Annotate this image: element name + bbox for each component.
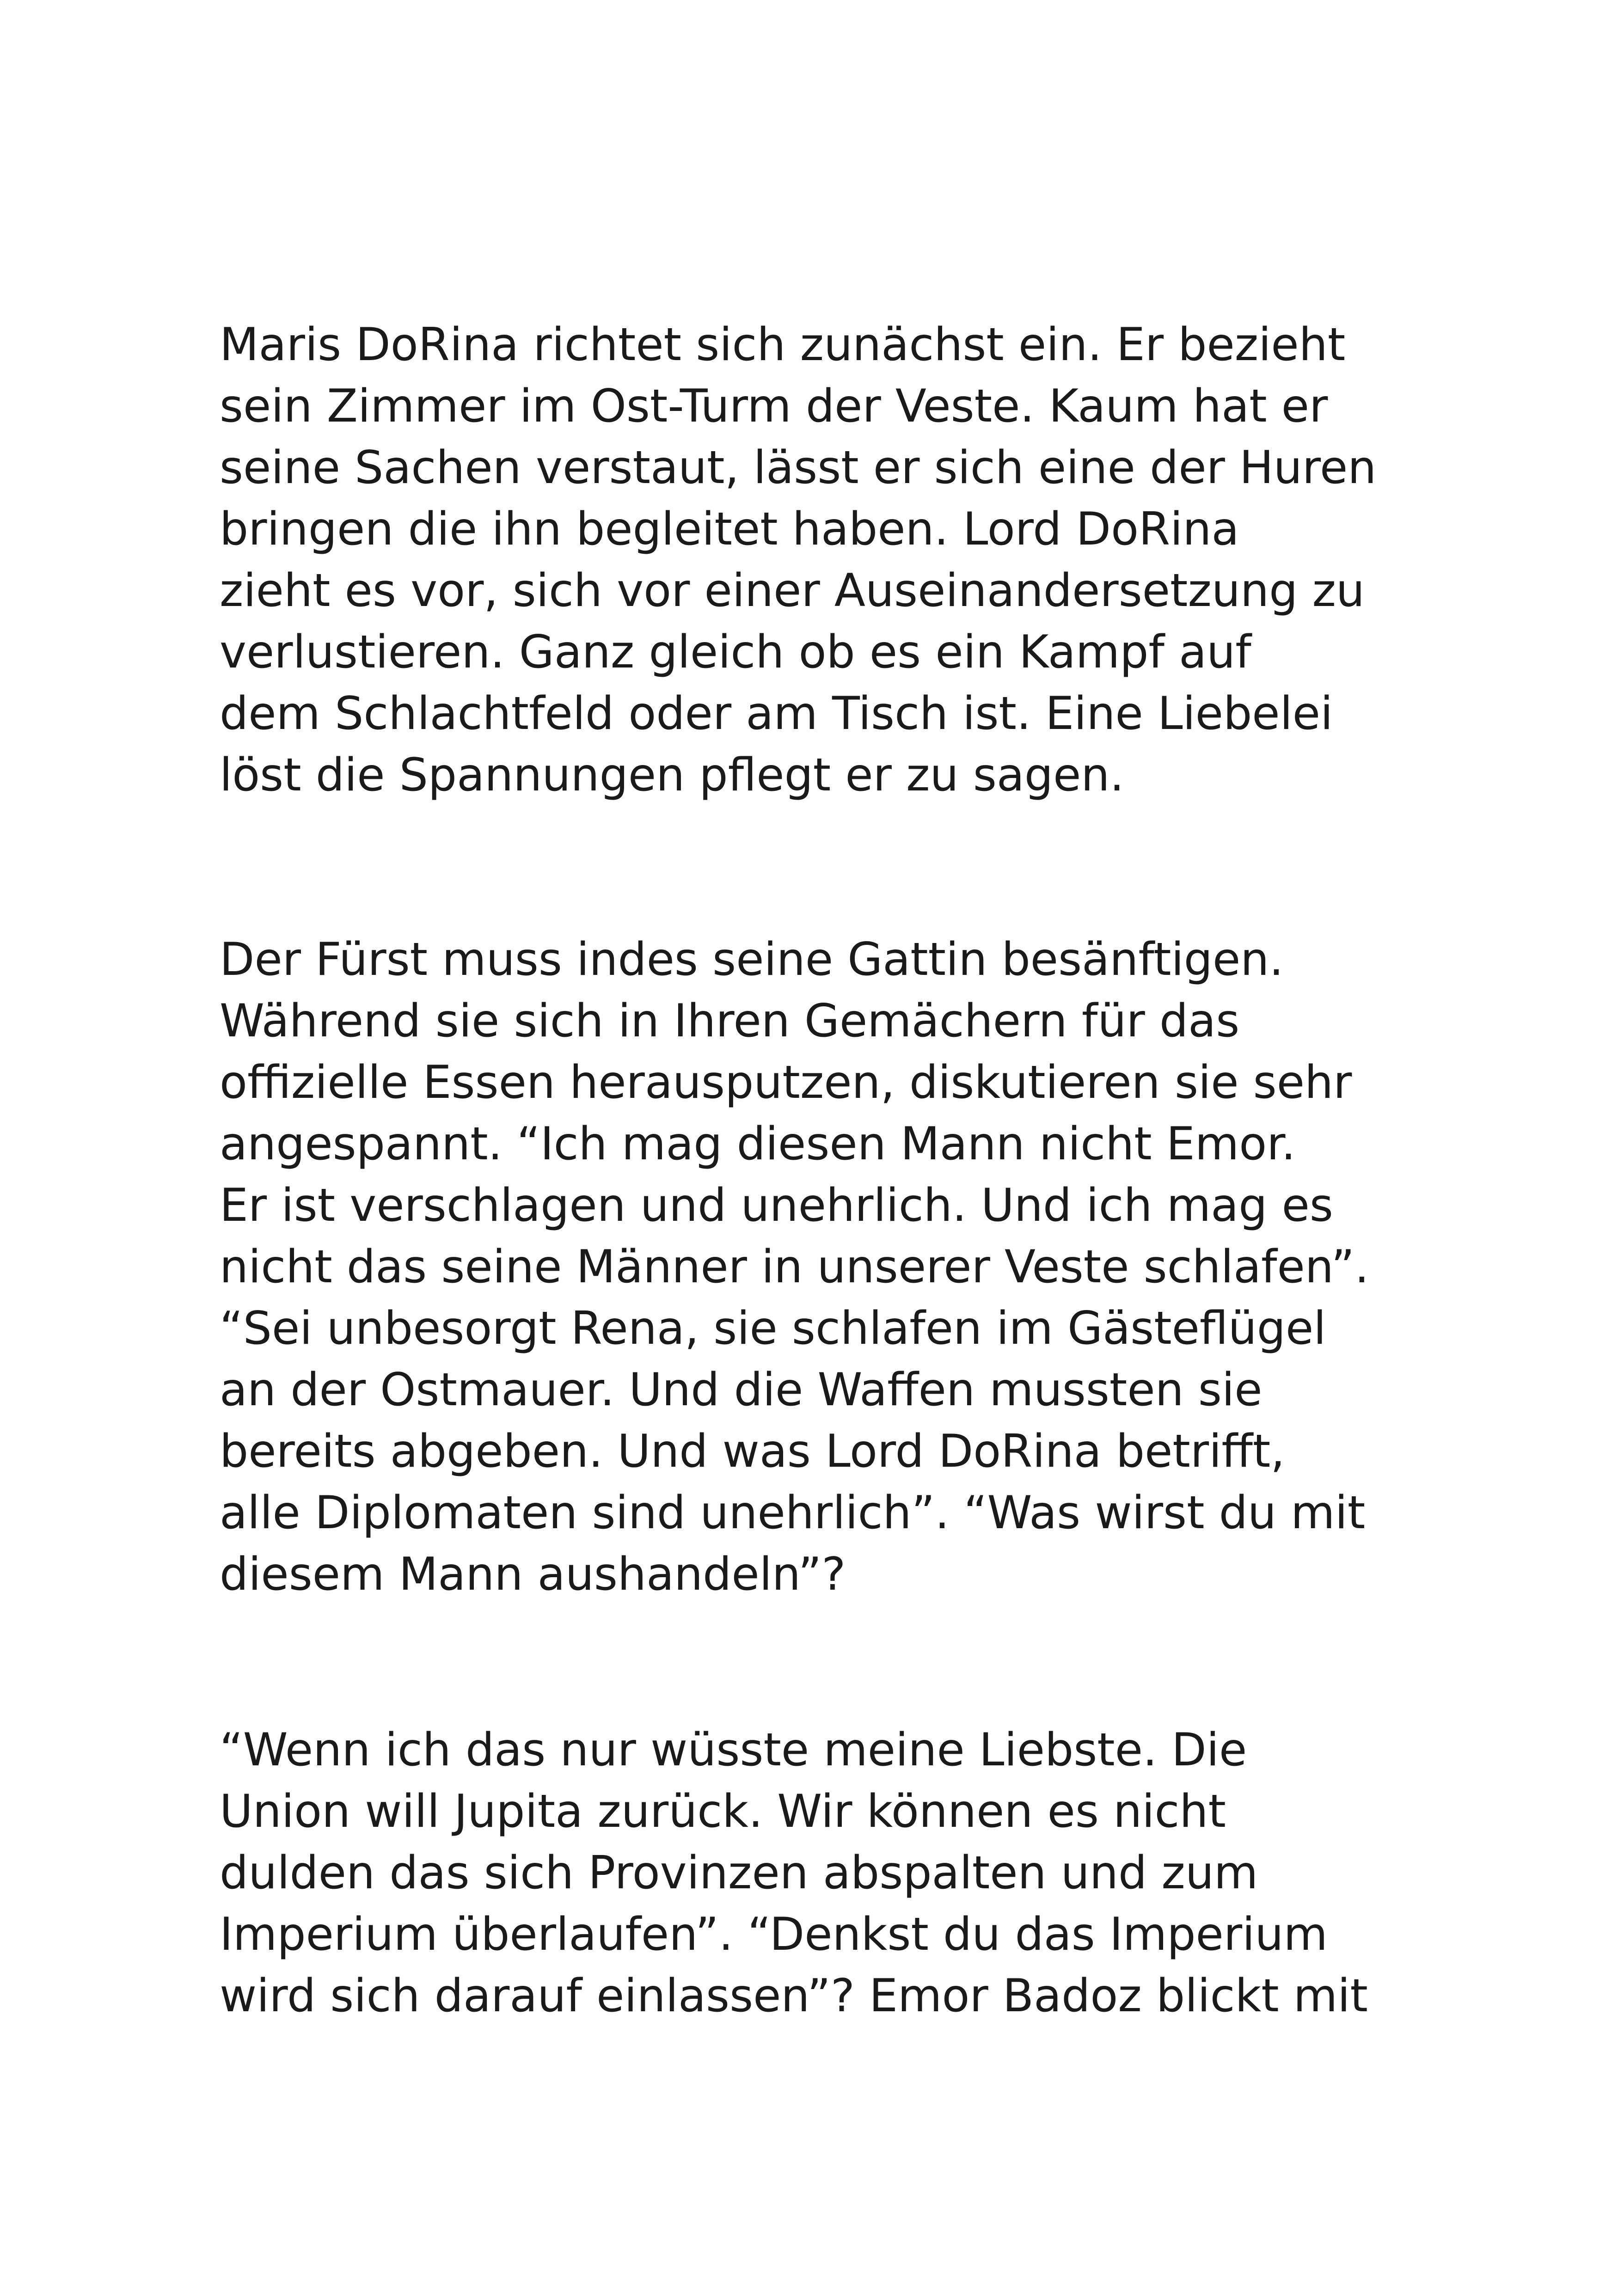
text-line: angespannt. “Ich mag diesen Mann nicht Emor.: [220, 1118, 1296, 1170]
text-line: Während sie sich in Ihren Gemächern für das: [220, 995, 1240, 1047]
text-line: offizielle Essen herausputzen, diskutieren sie sehr: [220, 1056, 1352, 1109]
text-line: Maris DoRina richtet sich zunächst ein. Er bezieht: [220, 318, 1346, 371]
text-line: an der Ostmauer. Und die Waffen mussten sie: [220, 1364, 1263, 1416]
text-line: Er ist verschlagen und unehrlich. Und ich mag es: [220, 1179, 1333, 1232]
text-line: bereits abgeben. Und was Lord DoRina betrifft,: [220, 1425, 1285, 1478]
text-line: dulden das sich Provinzen abspalten und zum: [220, 1847, 1258, 1899]
text-line: wird sich darauf einlassen”? Emor Badoz blickt mit: [220, 1970, 1368, 2022]
paragraph-1: [220, 314, 1422, 806]
text-line: diesem Mann aushandeln”?: [220, 1548, 846, 1601]
text-line: verlustieren. Ganz gleich ob es ein Kampf auf: [220, 626, 1251, 679]
paragraph-2: [220, 929, 1422, 1605]
text-line: bringen die ihn begleitet haben. Lord DoRina: [220, 503, 1239, 556]
text-line: seine Sachen verstaut, lässt er sich eine der Huren: [220, 441, 1377, 494]
text-line: “Sei unbesorgt Rena, sie schlafen im Gästeflügel: [220, 1302, 1326, 1355]
text-line: Union will Jupita zurück. Wir können es nicht: [220, 1785, 1226, 1838]
text-line: zieht es vor, sich vor einer Auseinandersetzung zu: [220, 564, 1365, 617]
text-line: sein Zimmer im Ost-Turm der Veste. Kaum hat er: [220, 380, 1328, 433]
text-line: nicht das seine Männer in unserer Veste schlafen”.: [220, 1241, 1369, 1293]
text-line: alle Diplomaten sind unehrlich”. “Was wirst du mit: [220, 1487, 1366, 1539]
text-line: dem Schlachtfeld oder am Tisch ist. Eine Liebelei: [220, 687, 1333, 740]
text-line: löst die Spannungen pflegt er zu sagen.: [220, 749, 1124, 802]
text-line: Der Fürst muss indes seine Gattin besänftigen.: [220, 933, 1284, 986]
text-line: Imperium überlaufen”. “Denkst du das Imperium: [220, 1908, 1328, 1961]
paragraph-3: [220, 1720, 1422, 2027]
text-line: “Wenn ich das nur wüsste meine Liebste. Die: [220, 1724, 1247, 1776]
